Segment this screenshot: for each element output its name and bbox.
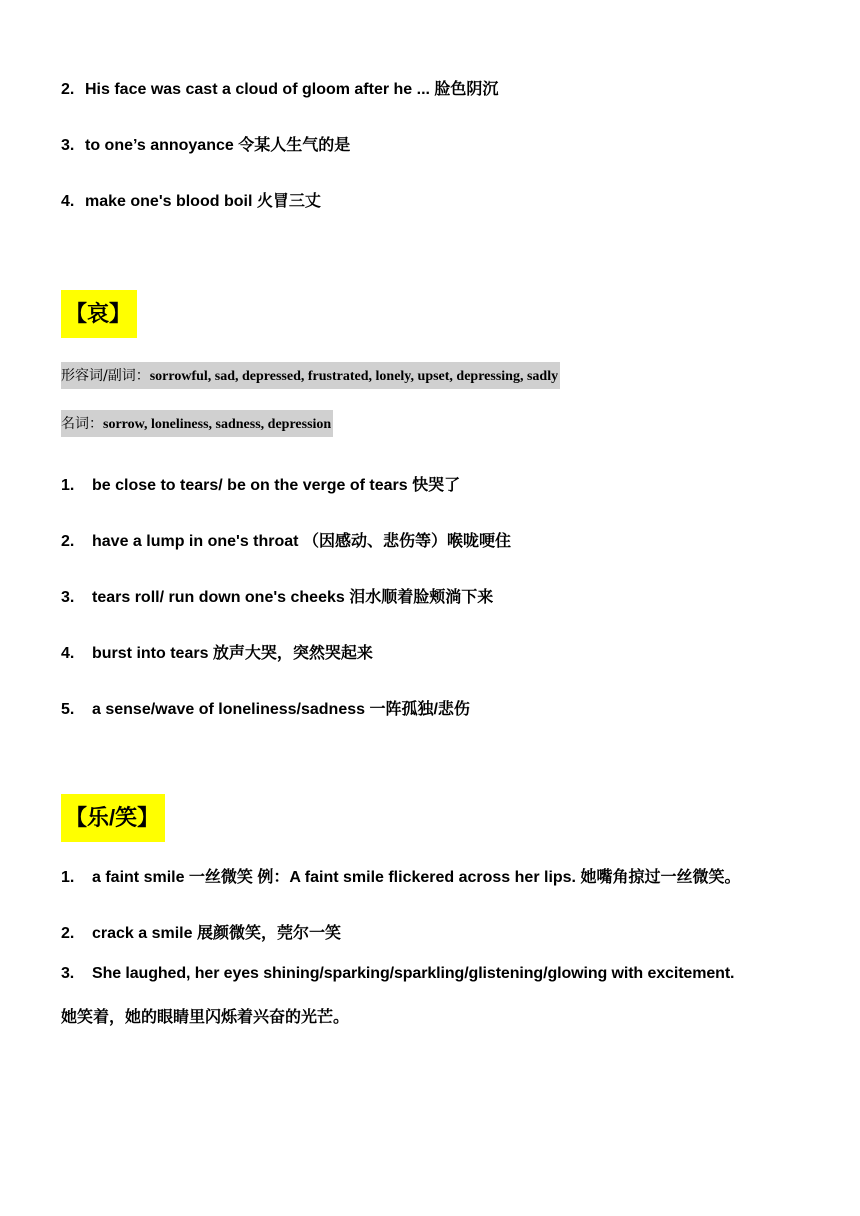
item-number: 2. [61,533,75,550]
anger-item [61,192,321,212]
item-text: have a lump in one's throat （因感动、悲伤等）喉咙哽住 [92,533,511,550]
adjective-vocab-line [61,362,560,389]
item-number: 4. [61,645,75,662]
item-number: 3. [61,589,75,606]
item-text: make one's blood boil 火冒三丈 [85,193,321,210]
item-text: a sense/wave of loneliness/sadness 一阵孤独/悲伤 [92,701,470,718]
section-heading-joy: 【乐/笑】 [61,794,165,842]
noun-vocab-line [61,410,333,437]
item-text: a faint smile 一丝微笑 例：A faint smile flickered across her lips. 她嘴角掠过一丝微笑。 [92,869,741,886]
item-text: tears roll/ run down one's cheeks 泪水顺着脸颊淌下来 [92,589,494,606]
item-number: 3. [61,965,75,982]
sorrow-item [61,700,470,720]
sorrow-item [61,532,511,552]
vocab-words: sorrowful, sad, depressed, frustrated, lonely, upset, depressing, sadly [149,369,559,384]
vocab-label: 名词： [61,416,103,432]
joy-item [61,868,740,888]
item-text: be close to tears/ be on the verge of tears 快哭了 [92,477,461,494]
item-text: His face was cast a cloud of gloom after he ... 脸色阴沉 [85,81,499,98]
vocab-words: sorrow, loneliness, sadness, depression [103,417,332,432]
item-number: 1. [61,869,75,886]
item-text: burst into tears 放声大哭，突然哭起来 [92,645,373,662]
joy-item [61,924,341,944]
item-text: She laughed, her eyes shining/sparking/sparkling/glistening/glowing with excitement. [92,965,735,982]
anger-item [61,136,350,156]
section-heading-sorrow: 【哀】 [61,290,137,338]
joy-item-continuation: 她笑着，她的眼睛里闪烁着兴奋的光芒。 [61,1009,350,1026]
sorrow-item [61,644,373,664]
item-number: 3. [61,137,75,154]
item-number: 2. [61,925,75,942]
item-number: 5. [61,701,75,718]
anger-item [61,80,498,100]
item-number: 1. [61,477,75,494]
sorrow-item [61,476,460,496]
item-text: crack a smile 展颜微笑，莞尔一笑 [92,925,341,942]
vocab-label: 形容词/副词： [61,368,150,384]
item-number: 2. [61,81,75,98]
joy-item [61,964,734,984]
item-text: to one’s annoyance 令某人生气的是 [85,137,351,154]
item-number: 4. [61,193,75,210]
sorrow-item [61,588,493,608]
